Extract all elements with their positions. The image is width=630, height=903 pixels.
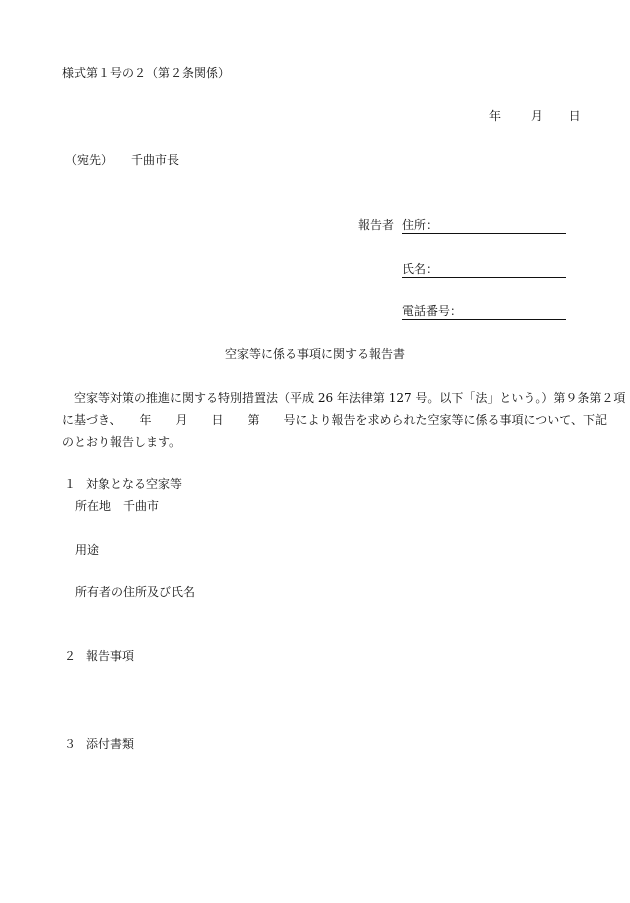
section-1-heading — [64, 478, 182, 490]
section-3-number: ３ — [64, 737, 77, 751]
reporter-name-label: 氏名： — [402, 263, 566, 278]
body-line-1: 空家等対策の推進に関する特別措置法（平成 26 年法律第 127 号。以下「法」という。）第９条第２項 — [62, 391, 626, 405]
date-day: 日 — [568, 109, 581, 123]
addressee-prefix: （宛先） — [65, 153, 114, 167]
addressee-name: 千曲市長 — [131, 153, 180, 167]
section-1-use: 用途 — [75, 543, 100, 557]
reporter-address-label: 住所： — [402, 219, 566, 234]
reporter-name-field[interactable] — [402, 263, 566, 278]
section-1-owner: 所有者の住所及び氏名 — [75, 585, 196, 599]
reporter-address-field[interactable] — [402, 219, 566, 234]
section-1-location: 所在地 千曲市 — [75, 499, 160, 513]
reporter-phone-label: 電話番号： — [402, 305, 566, 320]
body-line-3: のとおり報告します。 — [62, 435, 182, 449]
body-paragraph — [62, 387, 626, 453]
section-2-number: ２ — [64, 649, 77, 663]
date-line — [489, 110, 581, 122]
section-1-number: １ — [64, 477, 77, 491]
section-1-title: 対象となる空家等 — [86, 477, 183, 491]
reporter-phone-field[interactable] — [402, 305, 566, 320]
section-3-title: 添付書類 — [86, 737, 135, 751]
addressee — [65, 154, 179, 166]
section-3-heading — [64, 738, 134, 750]
document-title: 空家等に係る事項に関する報告書 — [224, 347, 405, 361]
form-number: 様式第１号の２（第２条関係） — [62, 66, 231, 80]
body-line-2: に基づき、 年 月 日 第 号により報告を求められた空家等に係る事項について、下記 — [62, 413, 608, 427]
section-2-title: 報告事項 — [86, 649, 135, 663]
date-year: 年 — [489, 109, 502, 123]
reporter-label: 報告者 — [358, 218, 395, 232]
date-month: 月 — [530, 109, 543, 123]
section-2-heading — [64, 650, 134, 662]
